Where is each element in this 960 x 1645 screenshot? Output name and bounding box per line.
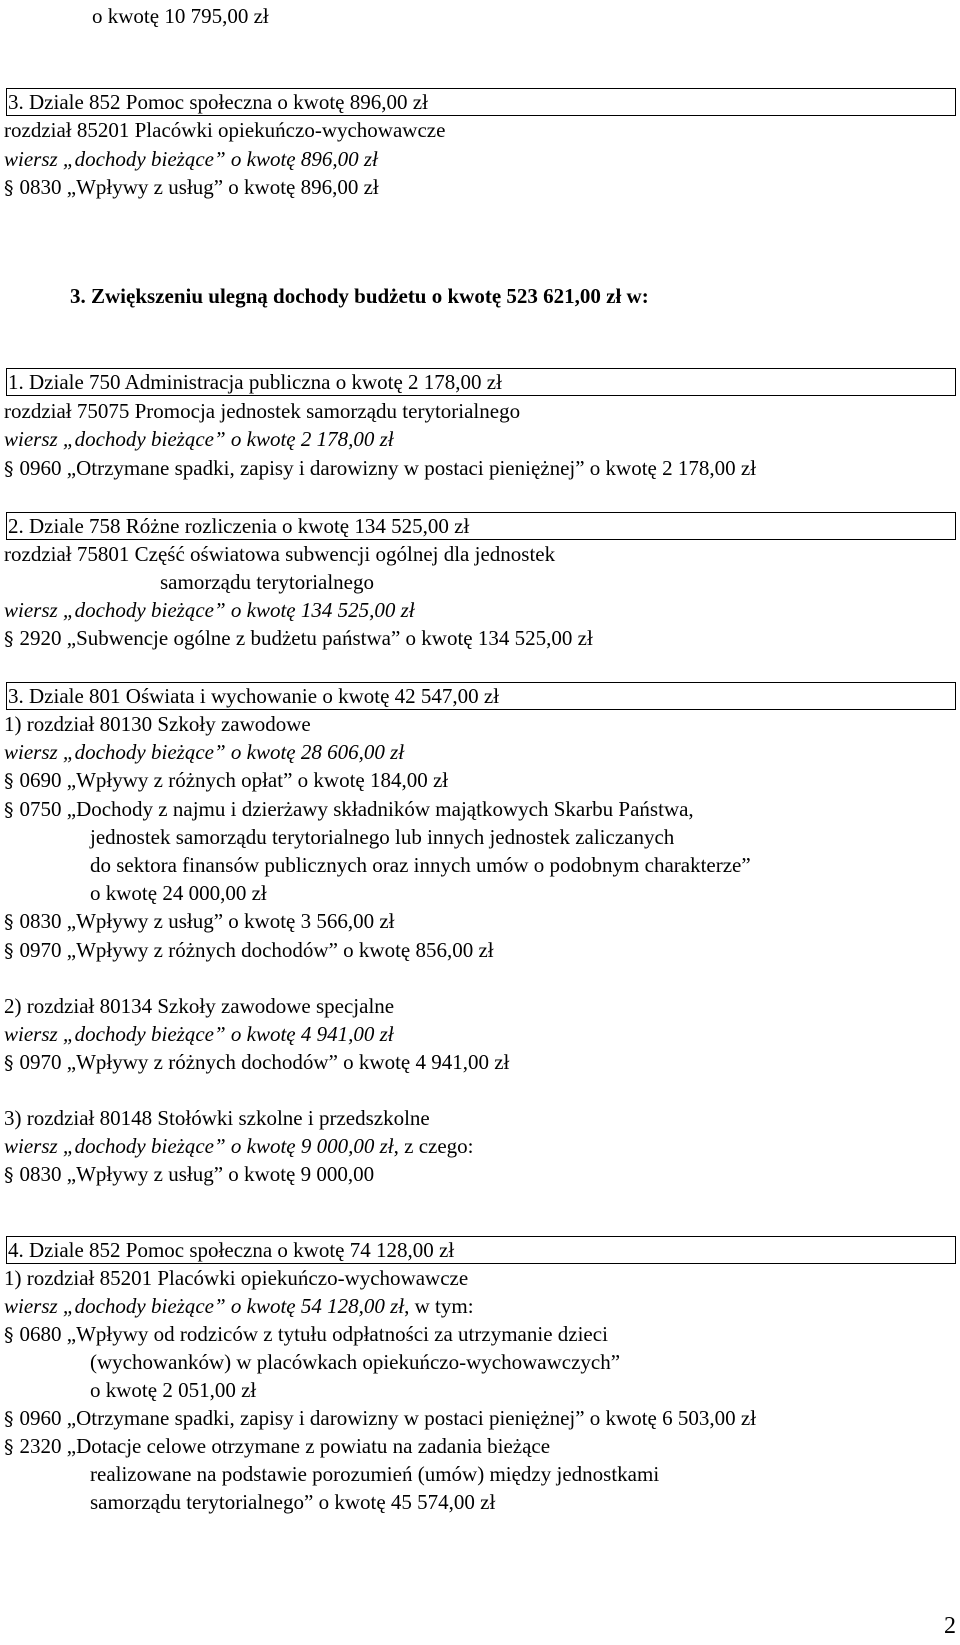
wiersz-suffix: , z czego: <box>393 1134 474 1158</box>
paragraph-2320-cont: realizowane na podstawie porozumień (umów) między jednostkami <box>90 1462 660 1486</box>
section-icon: § <box>4 911 14 933</box>
wiersz-dochody: wiersz „dochody bieżące” o kwotę 896,00 zł <box>4 147 378 171</box>
section-icon: § <box>4 628 14 650</box>
paragraph-2320-cont: samorządu terytorialnego” o kwotę 45 574,00 zł <box>90 1490 496 1514</box>
paragraph-0830 <box>4 1160 374 1189</box>
dzial-758-heading: 2. Dziale 758 Różne rozliczenia o kwotę 134 525,00 zł <box>8 514 470 538</box>
paragraph-text: 0960 „Otrzymane spadki, zapisy i darowizny w postaci pieniężnej” o kwotę 2 178,00 zł <box>19 456 757 480</box>
section-icon: § <box>4 1164 14 1186</box>
wiersz-dochody <box>4 1292 474 1320</box>
paragraph-text: 2320 „Dotacje celowe otrzymane z powiatu na zadania bieżące <box>19 1434 551 1458</box>
paragraph-text: 0830 „Wpływy z usług” o kwotę 9 000,00 <box>19 1162 375 1186</box>
paragraph-0960 <box>4 454 756 483</box>
paragraph-0960 <box>4 1404 756 1433</box>
paragraph-0680 <box>4 1320 608 1349</box>
paragraph-2920 <box>4 624 593 653</box>
paragraph-text: 0690 „Wpływy z różnych opłat” o kwotę 184,00 zł <box>19 768 449 792</box>
paragraph-0750-cont: do sektora finansów publicznych oraz innych umów o podobnym charakterze” <box>90 853 751 877</box>
section-icon: § <box>4 1052 14 1074</box>
rozdzial-80134: 2) rozdział 80134 Szkoły zawodowe specjalne <box>4 994 395 1018</box>
section-icon: § <box>4 1324 14 1346</box>
rozdzial-80130: 1) rozdział 80130 Szkoły zawodowe <box>4 712 311 736</box>
amount-line: o kwotę 10 795,00 zł <box>92 4 269 28</box>
paragraph-text: 0680 „Wpływy od rodziców z tytułu odpłatności za utrzymanie dzieci <box>19 1322 608 1346</box>
dzial-750-heading: 1. Dziale 750 Administracja publiczna o kwotę 2 178,00 zł <box>8 370 502 394</box>
paragraph-text: 0970 „Wpływy z różnych dochodów” o kwotę 856,00 zł <box>19 938 494 962</box>
rozdzial-75801: rozdział 75801 Część oświatowa subwencji ogólnej dla jednostek <box>4 542 556 566</box>
paragraph-text: 2920 „Subwencje ogólne z budżetu państwa” o kwotę 134 525,00 zł <box>19 626 593 650</box>
section-icon: § <box>4 1436 14 1458</box>
section-icon: § <box>4 177 14 199</box>
page-number: 2 <box>944 1613 956 1639</box>
wiersz-text: wiersz „dochody bieżące” o kwotę 9 000,00 zł <box>4 1134 394 1158</box>
wiersz-dochody: wiersz „dochody bieżące” o kwotę 28 606,00 zł <box>4 740 405 764</box>
rozdzial-75801-cont: samorządu terytorialnego <box>160 570 374 594</box>
paragraph-text: 0750 „Dochody z najmu i dzierżawy składników majątkowych Skarbu Państwa, <box>19 797 694 821</box>
wiersz-dochody: wiersz „dochody bieżące” o kwotę 134 525,00 zł <box>4 598 415 622</box>
dzial-852-heading: 3. Dziale 852 Pomoc społeczna o kwotę 896,00 zł <box>8 90 428 114</box>
paragraph-0750-amount: o kwotę 24 000,00 zł <box>90 881 267 905</box>
rozdzial-85201: 1) rozdział 85201 Placówki opiekuńczo-wychowawcze <box>4 1266 469 1290</box>
rozdzial-75075: rozdział 75075 Promocja jednostek samorządu terytorialnego <box>4 399 521 423</box>
paragraph-0680-cont: (wychowanków) w placówkach opiekuńczo-wychowawczych” <box>90 1350 621 1374</box>
paragraph-text: 0960 „Otrzymane spadki, zapisy i darowizny w postaci pieniężnej” o kwotę 6 503,00 zł <box>19 1406 757 1430</box>
section-3-heading: 3. Zwiększeniu ulegną dochody budżetu o kwotę 523 621,00 zł w: <box>70 284 649 308</box>
paragraph-text: 0830 „Wpływy z usług” o kwotę 896,00 zł <box>19 175 379 199</box>
paragraph-text: 0970 „Wpływy z różnych dochodów” o kwotę 4 941,00 zł <box>19 1050 510 1074</box>
wiersz-suffix: , w tym: <box>404 1294 474 1318</box>
section-icon: § <box>4 458 14 480</box>
wiersz-dochody: wiersz „dochody bieżące” o kwotę 4 941,00 zł <box>4 1022 394 1046</box>
section-icon: § <box>4 799 14 821</box>
paragraph-0750-cont: jednostek samorządu terytorialnego lub innych jednostek zaliczanych <box>90 825 675 849</box>
paragraph-0970 <box>4 1048 509 1077</box>
section-icon: § <box>4 940 14 962</box>
paragraph-2320 <box>4 1432 550 1461</box>
dzial-801-heading: 3. Dziale 801 Oświata i wychowanie o kwotę 42 547,00 zł <box>8 684 500 708</box>
rozdzial-80148: 3) rozdział 80148 Stołówki szkolne i przedszkolne <box>4 1106 430 1130</box>
wiersz-dochody <box>4 1132 474 1160</box>
paragraph-0830 <box>4 173 379 202</box>
section-icon: § <box>4 770 14 792</box>
paragraph-0690 <box>4 766 448 795</box>
wiersz-dochody: wiersz „dochody bieżące” o kwotę 2 178,00 zł <box>4 427 394 451</box>
paragraph-text: 0830 „Wpływy z usług” o kwotę 3 566,00 zł <box>19 909 395 933</box>
dzial-852-heading: 4. Dziale 852 Pomoc społeczna o kwotę 74 128,00 zł <box>8 1238 455 1262</box>
section-icon: § <box>4 1408 14 1430</box>
paragraph-0830 <box>4 907 395 936</box>
paragraph-0750 <box>4 795 694 824</box>
rozdzial-85201: rozdział 85201 Placówki opiekuńczo-wychowawcze <box>4 118 446 142</box>
wiersz-text: wiersz „dochody bieżące” o kwotę 54 128,00 zł <box>4 1294 405 1318</box>
paragraph-0680-amount: o kwotę 2 051,00 zł <box>90 1378 257 1402</box>
paragraph-0970 <box>4 936 494 965</box>
